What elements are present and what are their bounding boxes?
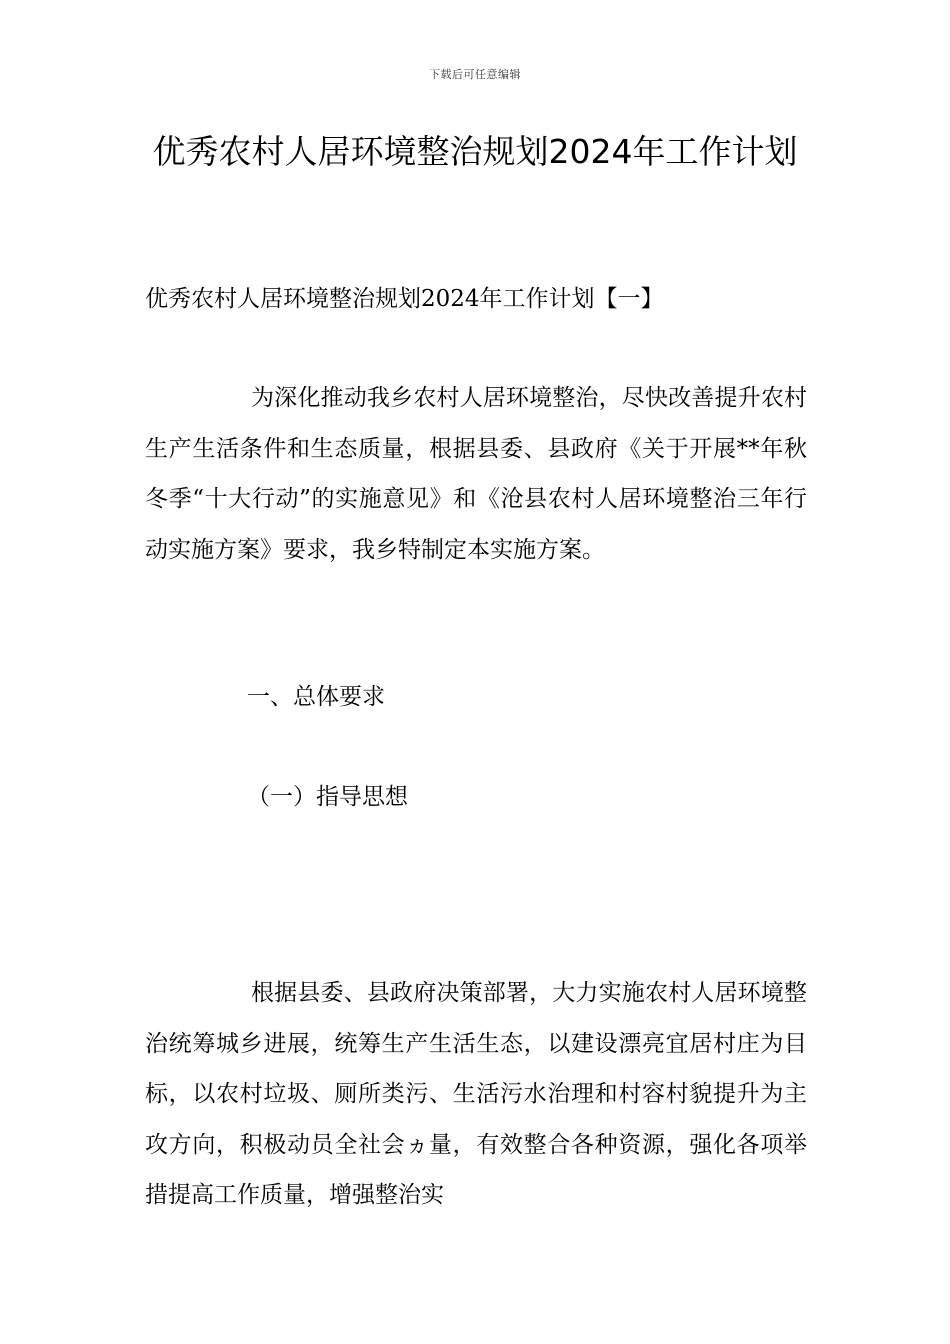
document-title: 优秀农村人居环境整治规划2024年工作计划: [152, 132, 798, 171]
section-title: 优秀农村人居环境整治规划2024年工作计划【一】: [145, 286, 664, 312]
page-header-note: 下载后可任意编辑: [429, 68, 521, 81]
guiding-ideology-paragraph: 根据县委、县政府决策部署，大力实施农村人居环境整治统筹城乡进展，统筹生产生活生态，以建设漂亮宜居村庄为目标，以农村垃圾、厕所类污、生活污水治理和村容村貌提升为主攻方向，积极动员全社会ヵ量，有效整合各种资源，强化各项举措提高工作质量，增强整治实: [145, 980, 807, 1208]
heading-guiding-ideology: （一）指导思想: [247, 784, 408, 810]
heading-general-requirements: 一、总体要求: [247, 684, 385, 710]
intro-paragraph: 为深化推动我乡农村人居环境整治，尽快改善提升农村生产生活条件和生态质量，根据县委、县政府《关于开展**年秋冬季“十大行动”的实施意见》和《沧县农村人居环境整治三年行动实施方案》要求，我乡特制定本实施方案。: [145, 385, 807, 563]
